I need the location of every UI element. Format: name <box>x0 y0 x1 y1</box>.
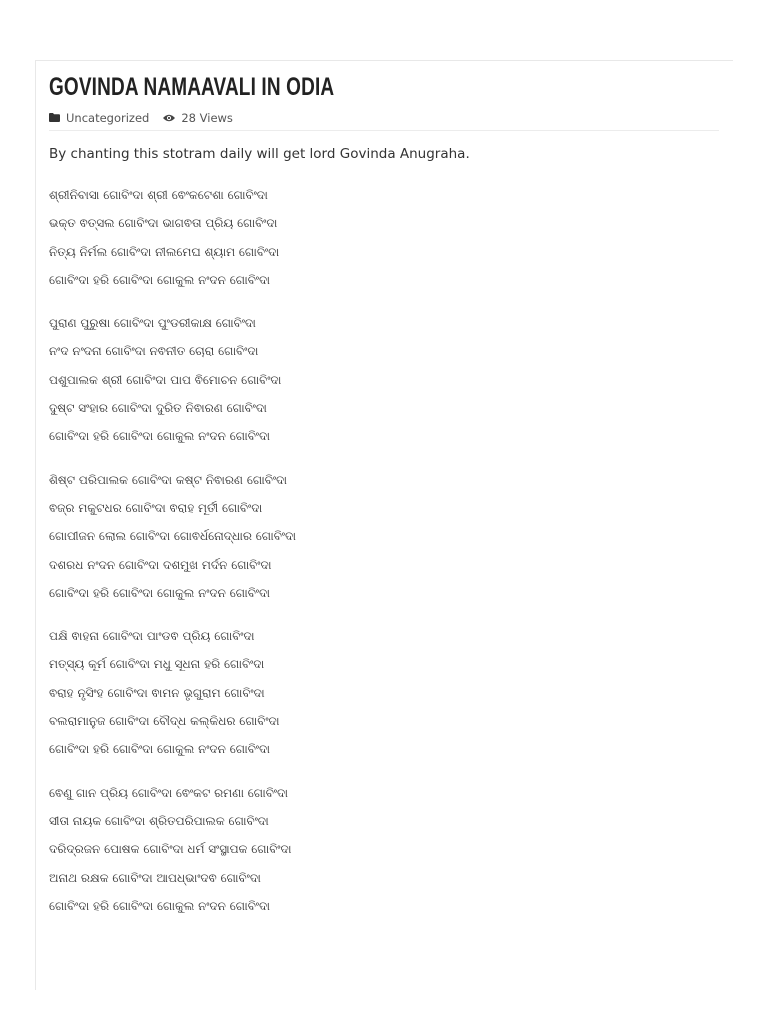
verse-line: ସୀତା ନାୟକ ଗୋବିଂଦା ଶ୍ରିତପରିପାଲକ ଗୋବିଂଦା <box>49 813 269 828</box>
verse-line: ପୁରାଣ ପୁରୁଷା ଗୋବିଂଦା ପୁଂଡରୀକାକ୍ଷ ଗୋବିଂଦା <box>49 316 256 331</box>
verse-stanza <box>49 466 719 607</box>
eye-icon <box>163 111 175 125</box>
views-count: 28 Views <box>181 111 233 125</box>
verse-line: ପକ୍ଷି ଵାହନା ଗୋବିଂଦା ପାଂଡଵ ପ୍ରିୟ ଗୋବିଂଦା <box>49 629 255 644</box>
intro-text: By chanting this stotram daily will get lord Govinda Anugraha. <box>49 146 470 162</box>
verse-line: ଗୋବିଂଦା ହରି ଗୋବିଂଦା ଗୋକୁଲ ନଂଦନ ଗୋବିଂଦା <box>49 742 270 757</box>
verse-line: ଦଶରଧ ନଂଦନ ଗୋବିଂଦା ଦଶମୁଖ ମର୍ଦନ ଗୋବିଂଦା <box>49 557 272 572</box>
post-content <box>49 72 719 935</box>
views-meta <box>163 111 233 125</box>
verse-stanza <box>49 779 719 920</box>
verse-line: ଦରିଦ୍ରଜନ ପୋଷକ ଗୋବିଂଦା ଧର୍ମ ସଂସ୍ଥାପକ ଗୋବିଂଦା <box>49 842 292 857</box>
verse-line: ଗୋବିଂଦା ହରି ଗୋବିଂଦା ଗୋକୁଲ ନଂଦନ ଗୋବିଂଦା <box>49 585 270 600</box>
stotram-verses <box>49 181 719 920</box>
category-link[interactable]: Uncategorized <box>66 111 150 125</box>
post-meta <box>49 110 719 126</box>
verse-line: ଭକ୍ତ ଵତ୍ସଲ ଗୋବିଂଦା ଭାଗଵତା ପ୍ରିୟ ଗୋବିଂଦା <box>49 216 278 231</box>
verse-line: ଵେଣୁ ଗାନ ପ୍ରିୟ ଗୋବିଂଦା ଵେଂକଟ ରମଣା ଗୋବିଂଦା <box>49 785 288 800</box>
post-title: GOVINDA NAMAAVALI IN ODIA <box>49 73 335 101</box>
verse-line: ଗୋବିଂଦା ହରି ଗୋବିଂଦା ଗୋକୁଲ ନଂଦନ ଗୋବିଂଦା <box>49 272 270 287</box>
verse-line: ନିତ୍ୟ ନିର୍ମଲ ଗୋବିଂଦା ନୀଲମେଘ ଶ୍ୟାମ ଗୋବିଂଦା <box>49 244 280 259</box>
verse-line: ଗୋପୀଜନ ଲୋଲ ଗୋବିଂଦା ଗୋଵର୍ଧନୋଦ୍ଧାର ଗୋବିଂଦା <box>49 529 297 544</box>
folder-icon <box>49 111 60 125</box>
verse-line: ପଶୁପାଲକ ଶ୍ରୀ ଗୋବିଂଦା ପାପ ଵିମୋଚନ ଗୋବିଂଦା <box>49 372 282 387</box>
verse-line: ଦୁଷ୍ଟ ସଂହାର ଗୋବିଂଦା ଦୁରିତ ନିଵାରଣ ଗୋବିଂଦା <box>49 401 267 416</box>
verse-line: ମତ୍ସ୍ୟ କୂର୍ମ ଗୋବିଂଦା ମଧୁ ସୂଧନା ହରି ଗୋବିଂଦା <box>49 657 265 672</box>
meta-divider <box>49 130 719 131</box>
verse-line: ଵଜ୍ର ମକୁଟଧର ଗୋବିଂଦା ଵରାହ ମୂର୍ତୀ ଗୋବିଂଦା <box>49 500 263 515</box>
verse-line: ଶ୍ରୀନିବାସା ଗୋବିଂଦା ଶ୍ରୀ ଵେଂକଟେଶା ଗୋବିଂଦା <box>49 188 268 202</box>
verse-stanza <box>49 622 719 763</box>
verse-line: ଶିଷ୍ଟ ପରିପାଲକ ଗୋବିଂଦା କଷ୍ଟ ନିଵାରଣ ଗୋବିଂଦା <box>49 472 288 487</box>
verse-stanza <box>49 309 719 450</box>
verse-line: ନଂଦ ନଂଦନା ଗୋବିଂଦା ନଵନୀତ ଚୋରା ଗୋବିଂଦା <box>49 344 259 359</box>
verse-line: ବଲରାମାନୁଜ ଗୋବିଂଦା ବୌଦ୍ଧ କଲ୍କିଧର ଗୋବିଂଦା <box>49 714 280 729</box>
verse-line: ଗୋବିଂଦା ହରି ଗୋବିଂଦା ଗୋକୁଲ ନଂଦନ ଗୋବିଂଦା <box>49 429 270 444</box>
verse-line: ଅନାଥ ରକ୍ଷକ ଗୋବିଂଦା ଆପଧ୍ଭାଂଦଵ ଗୋବିଂଦା <box>49 870 261 885</box>
verse-line: ଗୋବିଂଦା ହରି ଗୋବିଂଦା ଗୋକୁଲ ନଂଦନ ଗୋବିଂଦା <box>49 898 270 913</box>
verse-stanza <box>49 181 719 294</box>
category-meta <box>49 111 149 125</box>
verse-line: ଵରାହ ନୃସିଂହ ଗୋବିଂଦା ଵାମନ ଭୃଗୁରାମ ଗୋବିଂଦା <box>49 685 265 700</box>
